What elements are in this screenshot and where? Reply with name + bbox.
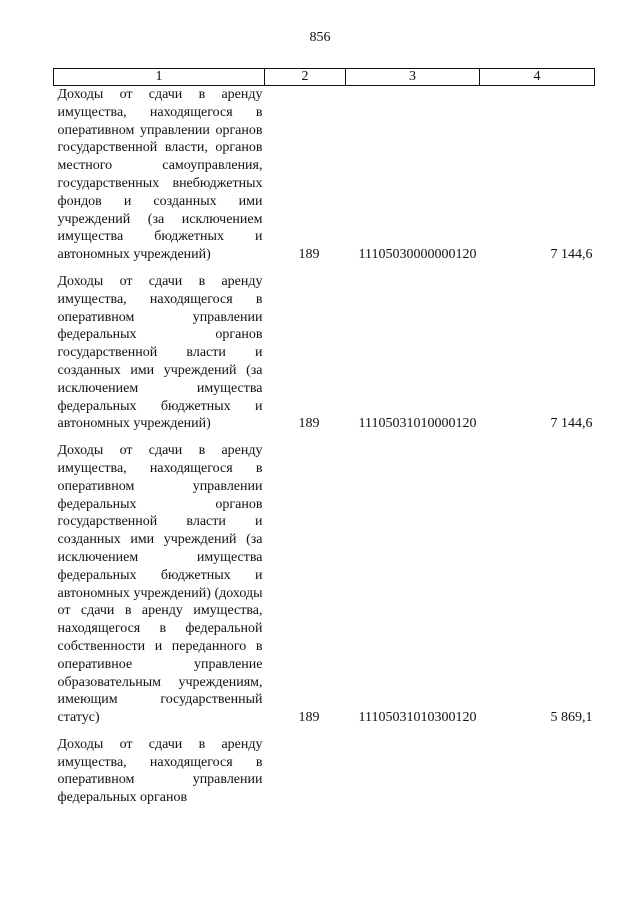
table-header	[54, 69, 595, 86]
admin-code: 189	[298, 416, 320, 432]
revenue-description: Доходы от сдачи в аренду имущества, находящегося в оперативном управлении федеральных органов	[57, 736, 263, 806]
classification-code: 11105031010300120	[358, 710, 477, 726]
admin-code: 189	[298, 247, 320, 263]
table-body	[54, 86, 595, 808]
revenue-description: Доходы от сдачи в аренду имущества, находящегося в оперативном управлении федеральных органов государственной власти и созданных ими учреждений (за исключением имущества федеральных бюджетных и автономных учреждений) (доходы от сдачи в аренду имущества, находящегося в федеральной собственности и переданного в оперативное управление образовательным учреждениям, имеющим государственный статус)	[57, 443, 263, 726]
amount: 5 869,1	[550, 710, 593, 726]
table-row	[54, 442, 595, 736]
table-row	[54, 86, 595, 273]
budget-revenue-table	[53, 68, 595, 807]
column-header-2: 2	[265, 69, 346, 86]
column-header-1: 1	[54, 69, 265, 86]
column-header-3: 3	[346, 69, 480, 86]
amount: 7 144,6	[550, 416, 593, 432]
classification-code: 11105030000000120	[358, 247, 477, 263]
classification-code: 11105031010000120	[358, 416, 477, 432]
amount: 7 144,6	[550, 247, 593, 263]
column-header-4: 4	[480, 69, 595, 86]
table-row	[54, 273, 595, 442]
revenue-description: Доходы от сдачи в аренду имущества, находящегося в оперативном управлении федеральных органов государственной власти и созданных ими учреждений (за исключением имущества федеральных бюджетных и автономных учреждений)	[57, 273, 263, 432]
page-number: 856	[309, 30, 331, 45]
admin-code	[265, 736, 346, 807]
revenue-description: Доходы от сдачи в аренду имущества, находящегося в оперативном управлении органов государственной власти, органов местного самоуправления, государственных внебюджетных фондов и созданных ими учреждений (за исключением имущества бюджетных и автономных учреждений)	[57, 87, 263, 263]
header-row	[54, 69, 595, 86]
table-row	[54, 736, 595, 807]
classification-code	[346, 736, 480, 807]
amount	[480, 736, 595, 807]
admin-code: 189	[298, 710, 320, 726]
